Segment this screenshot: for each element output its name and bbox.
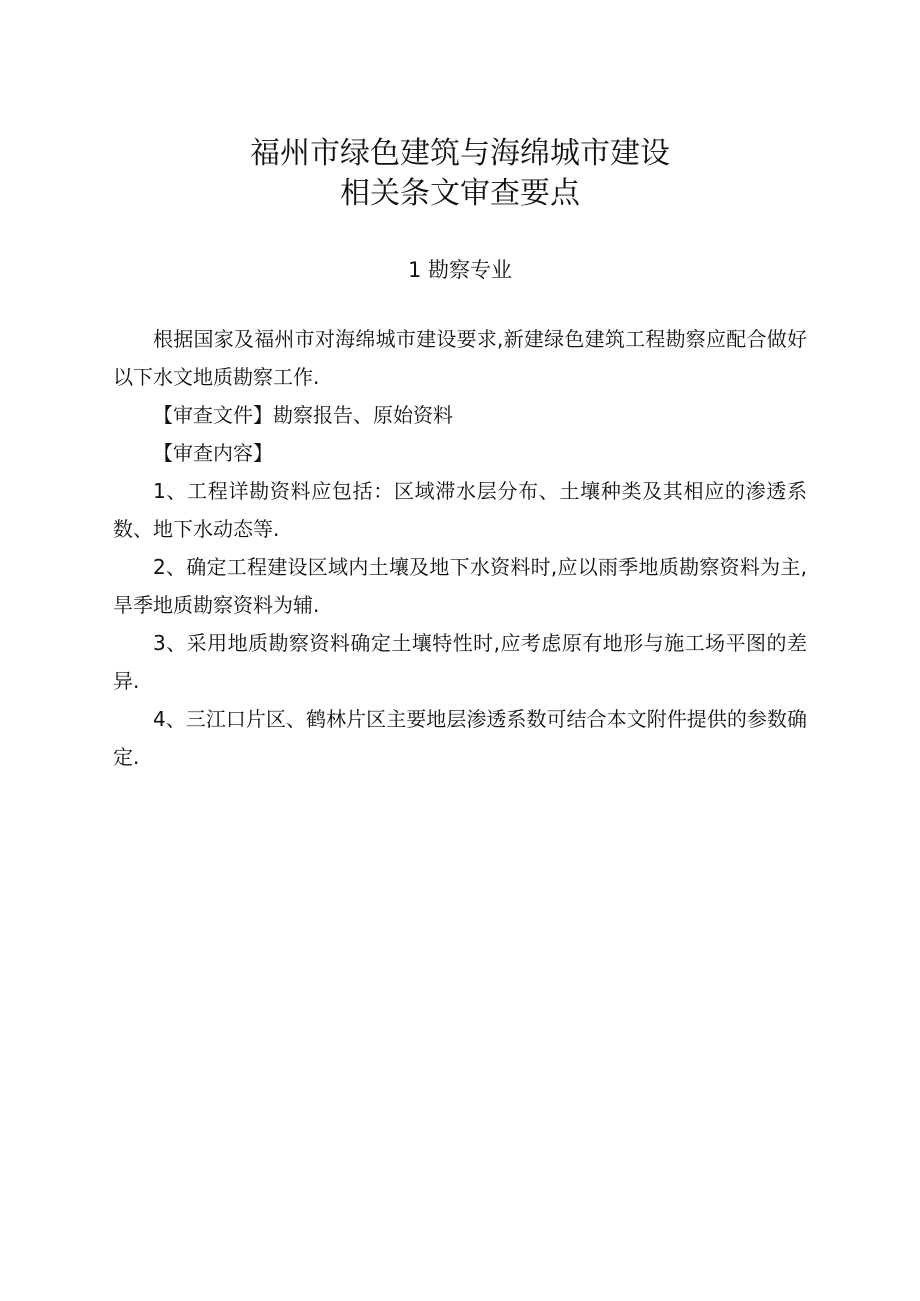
review-item: 1、工程详勘资料应包括：区域滞水层分布、土壤种类及其相应的渗透系数、地下水动态等. <box>113 479 807 541</box>
section-heading: 1 勘察专业 <box>407 258 513 282</box>
review-item: 3、采用地质勘察资料确定土壤特性时,应考虑原有地形与施工场平图的差异. <box>113 631 807 693</box>
document-body <box>113 320 807 776</box>
document-title-line-1: 福州市绿色建筑与海绵城市建设 <box>250 136 670 171</box>
review-item: 4、三江口片区、鹤林片区主要地层渗透系数可结合本文附件提供的参数确定. <box>113 707 807 769</box>
intro-paragraph: 根据国家及福州市对海绵城市建设要求,新建绿色建筑工程勘察应配合做好以下水文地质勘察工作. <box>113 327 807 389</box>
document-title-line-2: 相关条文审查要点 <box>340 176 580 211</box>
review-files-line: 【审查文件】勘察报告、原始资料 <box>153 403 453 427</box>
review-item: 2、确定工程建设区域内土壤及地下水资料时,应以雨季地质勘察资料为主,旱季地质勘察资料为辅. <box>113 555 807 617</box>
review-content-heading: 【审查内容】 <box>153 441 273 465</box>
